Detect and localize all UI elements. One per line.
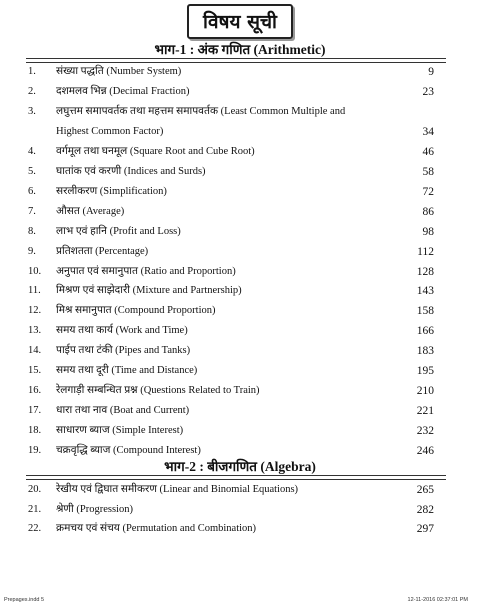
entry-number: 7.: [28, 205, 36, 217]
entry-title: अनुपात एवं समानुपात (Ratio and Proportion): [56, 265, 236, 277]
entry-page-number: 246: [416, 445, 434, 458]
entry-page-number: 195: [416, 365, 434, 378]
toc-entry: [0, 382, 480, 400]
entry-number: 18.: [28, 425, 42, 437]
entry-number: 14.: [28, 345, 42, 357]
entry-page-number: 23: [422, 85, 434, 98]
entry-title: रेलगाड़ी सम्बन्धित प्रश्न (Questions Related to Train): [56, 385, 260, 397]
footer-file-name: Prepages.indd 5: [4, 597, 45, 603]
toc-entry: [0, 183, 480, 201]
entry-title: दशमलव भिन्न (Decimal Fraction): [56, 85, 190, 97]
toc-entry: [0, 302, 480, 320]
entry-page-number: 46: [422, 145, 434, 158]
entry-page-number: 86: [422, 205, 434, 218]
entry-number: 9.: [28, 245, 36, 257]
toc-entry: [0, 243, 480, 261]
toc-entry: [0, 123, 480, 141]
toc-entry: [0, 402, 480, 420]
entry-title: लाभ एवं हानि (Profit and Loss): [56, 225, 181, 237]
toc-entry: [0, 282, 480, 300]
toc-entry: [0, 501, 480, 519]
entry-title: क्रमचय एवं संचय (Permutation and Combination): [56, 523, 257, 534]
entry-title: औसत (Average): [56, 205, 125, 217]
entry-title: संख्या पद्धति (Number System): [56, 66, 182, 77]
toc-entry: [0, 322, 480, 340]
toc-entry: [0, 263, 480, 281]
entry-page-number: 297: [416, 523, 434, 535]
entry-page-number: 221: [416, 405, 434, 418]
entry-title: श्रेणी (Progression): [56, 503, 133, 515]
entry-page-number: 166: [416, 325, 434, 338]
entry-title: समय तथा दूरी (Time and Distance): [56, 365, 198, 377]
entry-title: Highest Common Factor): [56, 125, 164, 137]
entry-number: 8.: [28, 225, 36, 237]
toc-entry: [0, 143, 480, 161]
entry-page-number: 265: [416, 484, 434, 496]
entry-title: सरलीकरण (Simplification): [56, 185, 167, 197]
entry-page-number: 98: [422, 225, 434, 238]
entry-number: 2.: [28, 85, 36, 97]
part-heading: भाग-1 : अंक गणित (Arithmetic): [154, 42, 326, 57]
page-title: विषय सूची: [187, 4, 293, 39]
entry-page-number: 128: [416, 265, 434, 278]
entry-page-number: 143: [416, 285, 434, 298]
heading-rule: [26, 475, 446, 476]
toc-entry: [0, 223, 480, 241]
entry-number: 12.: [28, 305, 42, 317]
entry-number: 21.: [28, 503, 42, 515]
footer-timestamp: 12-11-2016 02:37:01 PM: [407, 597, 468, 603]
entry-page-number: 112: [417, 245, 434, 258]
toc-entry: [0, 342, 480, 360]
entry-number: 10.: [28, 265, 42, 277]
entry-title: चक्रवृद्धि ब्याज (Compound Interest): [56, 445, 201, 457]
entry-number: 13.: [28, 325, 42, 337]
entry-title: प्रतिशतता (Percentage): [56, 245, 149, 257]
entry-title: रेखीय एवं द्विघात समीकरण (Linear and Binomial Equations): [56, 484, 299, 495]
entry-title: साधारण ब्याज (Simple Interest): [56, 425, 184, 437]
entry-title: मिश्रण एवं साझेदारी (Mixture and Partnership): [56, 285, 242, 297]
entry-number: 6.: [28, 185, 36, 197]
entry-number: 5.: [28, 165, 36, 177]
toc-entry: [0, 103, 480, 121]
entry-number: 22.: [28, 523, 42, 534]
entry-number: 15.: [28, 365, 42, 377]
entry-title: वर्गमूल तथा घनमूल (Square Root and Cube Root): [56, 145, 255, 157]
toc-entry: [0, 203, 480, 221]
entry-title: समय तथा कार्य (Work and Time): [56, 325, 188, 337]
entry-number: 19.: [28, 445, 42, 457]
toc-entry: [0, 520, 480, 538]
entry-title: लघुत्तम समापवर्तक तथा महत्तम समापवर्तक (Least Common Multiple and: [56, 105, 346, 117]
entry-number: 4.: [28, 145, 36, 157]
toc-entry: [0, 163, 480, 181]
entry-page-number: 9: [428, 66, 434, 78]
entry-title: धारा तथा नाव (Boat and Current): [56, 405, 190, 417]
part-heading: भाग-2 : बीजगणित (Algebra): [164, 459, 316, 474]
entry-page-number: 282: [416, 503, 434, 516]
entry-number: 11.: [28, 285, 41, 297]
entry-page-number: 58: [422, 165, 434, 178]
heading-rule: [26, 58, 446, 59]
entry-number: 20.: [28, 484, 42, 495]
entry-number: 17.: [28, 405, 42, 417]
entry-title: घातांक एवं करणी (Indices and Surds): [56, 165, 206, 177]
toc-entry: [0, 362, 480, 380]
entry-page-number: 158: [416, 305, 434, 318]
toc-entry: [0, 422, 480, 440]
entry-page-number: 183: [416, 345, 434, 358]
entry-title: पाईप तथा टंकी (Pipes and Tanks): [56, 345, 191, 357]
toc-entry: [0, 481, 480, 499]
heading-rule: [26, 479, 446, 480]
print-footer: [0, 597, 480, 607]
title-container: [0, 4, 480, 39]
entry-page-number: 72: [422, 185, 434, 198]
entry-page-number: 34: [422, 125, 434, 138]
entry-number: 16.: [28, 385, 42, 397]
entry-number: 3.: [28, 105, 36, 117]
entry-page-number: 232: [416, 425, 434, 438]
toc-entry: [0, 83, 480, 101]
entry-page-number: 210: [416, 385, 434, 398]
toc-entry: [0, 63, 480, 81]
entry-number: 1.: [28, 66, 36, 77]
entry-title: मिश्र समानुपात (Compound Proportion): [56, 305, 216, 317]
